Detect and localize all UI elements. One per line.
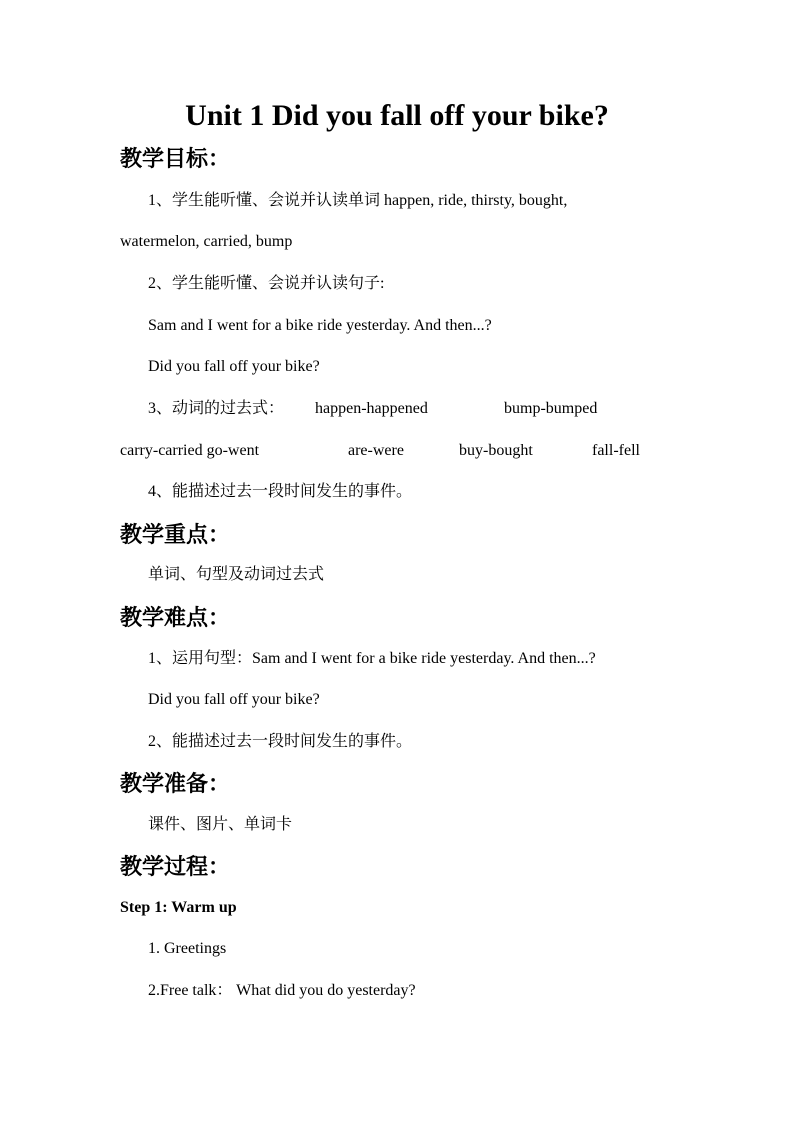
verb-happen: happen-happened — [315, 400, 428, 417]
process-heading: 教学过程： — [120, 855, 231, 880]
step-1-item-1: 1. Greetings — [148, 940, 227, 957]
verb-row-2 — [120, 440, 660, 462]
verb-bump: bump-bumped — [504, 400, 598, 417]
objective-sentence-1: Sam and I went for a bike ride yesterday. And then...? — [148, 317, 492, 334]
key-points-text: 单词、句型及动词过去式 — [148, 566, 325, 583]
objective-item-3-label: 3、动词的过去式： — [148, 400, 285, 417]
objective-item-1-cont: watermelon, carried, bump — [120, 233, 293, 250]
verb-are: are-were — [348, 442, 404, 459]
difficulty-item-2: 2、能描述过去一段时间发生的事件。 — [148, 733, 413, 750]
preparation-text: 课件、图片、单词卡 — [148, 816, 293, 833]
difficulty-item-1: 1、运用句型：Sam and I went for a bike ride yesterday. And then...? — [148, 650, 596, 667]
step-1-item-2: 2.Free talk： What did you do yesterday? — [148, 982, 416, 999]
preparation-heading: 教学准备： — [120, 772, 231, 797]
verb-fall: fall-fell — [592, 442, 640, 459]
objectives-heading: 教学目标： — [120, 147, 231, 172]
step-1-title: Step 1: Warm up — [120, 899, 237, 916]
objective-item-3 — [148, 398, 284, 420]
page-title: Unit 1 Did you fall off your bike? — [185, 99, 609, 132]
key-points-heading: 教学重点： — [120, 523, 231, 548]
verb-carry-go: carry-carried go-went — [120, 442, 260, 459]
difficulties-heading: 教学难点： — [120, 606, 231, 631]
objective-item-1: 1、学生能听懂、会说并认读单词 happen, ride, thirsty, bought, — [148, 192, 568, 209]
verb-buy: buy-bought — [459, 442, 533, 459]
objective-item-4: 4、能描述过去一段时间发生的事件。 — [148, 483, 413, 500]
objective-sentence-2: Did you fall off your bike? — [148, 358, 320, 375]
objective-item-2: 2、学生能听懂、会说并认读句子: — [148, 275, 385, 292]
difficulty-item-1-cont: Did you fall off your bike? — [148, 691, 320, 708]
